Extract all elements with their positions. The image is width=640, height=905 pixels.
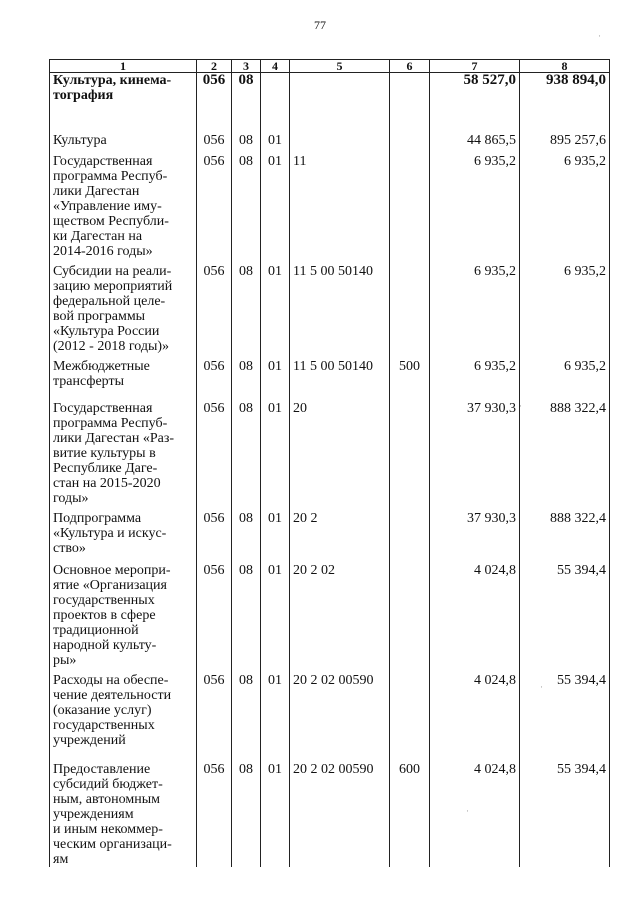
column-header-3: 3 [232,60,261,73]
row-label: Межбюджетные трансферты [50,354,197,396]
cell-col5: 11 5 00 50140 [290,259,390,354]
cell-col4: 01 [261,354,290,396]
column-header-8: 8 [520,60,610,73]
row-label: Основное меропри- ятие «Организация государственных проектов в сфере традиционной народной культу- ры» [50,558,197,668]
cell-col3: 08 [232,354,261,396]
table-row [50,259,610,354]
table-row [50,754,610,867]
cell-col6 [390,396,430,506]
cell-col3: 08 [232,115,261,148]
cell-col3: 08 [232,148,261,259]
cell-col4: 01 [261,259,290,354]
cell-col8: 6 935,2 [520,148,610,259]
cell-col6 [390,558,430,668]
cell-col7: 4 024,8 [430,754,520,867]
cell-col6 [390,506,430,558]
cell-col7: 6 935,2 [430,354,520,396]
column-header-1: 1 [50,60,197,73]
scan-speck: · [466,806,469,816]
table-row [50,148,610,259]
cell-col4 [261,73,290,115]
cell-col3: 08 [232,558,261,668]
cell-col8: 888 322,4 [520,506,610,558]
cell-col2: 056 [197,115,232,148]
cell-col6 [390,73,430,115]
row-label: Культура, кинема- тография [50,73,197,115]
cell-col2: 056 [197,73,232,115]
cell-col3: 08 [232,396,261,506]
cell-col2: 056 [197,148,232,259]
cell-col2: 056 [197,354,232,396]
cell-col2: 056 [197,754,232,867]
table-row [50,506,610,558]
cell-col6 [390,668,430,754]
cell-col6 [390,115,430,148]
scan-speck: · [598,31,601,41]
table-row [50,396,610,506]
column-header-5: 5 [290,60,390,73]
scan-speck: · [540,682,543,692]
table-row [50,354,610,396]
cell-col3: 08 [232,259,261,354]
cell-col3: 08 [232,754,261,867]
cell-col3: 08 [232,73,261,115]
row-label: Государственная программа Респуб- лики Дагестан «Управление иму- ществом Республи- ки Дагестан на 2014-2016 годы» [50,148,197,259]
cell-col7: 6 935,2 [430,259,520,354]
cell-col5 [290,73,390,115]
cell-col4: 01 [261,506,290,558]
cell-col8: 6 935,2 [520,354,610,396]
cell-col6: 600 [390,754,430,867]
row-label: Культура [50,115,197,148]
row-label: Подпрограмма «Культура и искус- ство» [50,506,197,558]
scan-speck: · [519,401,522,411]
cell-col2: 056 [197,668,232,754]
cell-col3: 08 [232,668,261,754]
row-label: Государственная программа Респуб- лики Дагестан «Раз- витие культуры в Республике Даге- стан на 2015-2020 годы» [50,396,197,506]
row-label: Субсидии на реали- зацию мероприятий федеральной целе- вой программы «Культура России (2012 - 2018 годы)» [50,259,197,354]
budget-table [49,59,610,867]
cell-col4: 01 [261,148,290,259]
cell-col6: 500 [390,354,430,396]
cell-col2: 056 [197,259,232,354]
cell-col2: 056 [197,506,232,558]
column-header-2: 2 [197,60,232,73]
cell-col5 [290,115,390,148]
cell-col7: 4 024,8 [430,668,520,754]
table-row [50,115,610,148]
column-header-4: 4 [261,60,290,73]
cell-col5: 20 2 [290,506,390,558]
table-row [50,558,610,668]
row-label: Предоставление субсидий бюджет- ным, автономным учреждениям и иным некоммер- ческим организаци- ям [50,754,197,867]
cell-col4: 01 [261,558,290,668]
table-row [50,73,610,115]
table-body [50,73,610,867]
cell-col8: 55 394,4 [520,558,610,668]
cell-col5: 20 [290,396,390,506]
page-number: 77 [314,18,326,32]
cell-col8: 895 257,6 [520,115,610,148]
cell-col7: 44 865,5 [430,115,520,148]
cell-col4: 01 [261,668,290,754]
cell-col7: 37 930,3 [430,396,520,506]
cell-col6 [390,148,430,259]
cell-col6 [390,259,430,354]
cell-col2: 056 [197,396,232,506]
cell-col5: 11 [290,148,390,259]
cell-col4: 01 [261,396,290,506]
cell-col7: 4 024,8 [430,558,520,668]
cell-col5: 20 2 02 00590 [290,668,390,754]
cell-col8: 6 935,2 [520,259,610,354]
cell-col7: 6 935,2 [430,148,520,259]
column-header-7: 7 [430,60,520,73]
column-header-6: 6 [390,60,430,73]
cell-col8: 938 894,0 [520,73,610,115]
cell-col8: 55 394,4 [520,754,610,867]
cell-col5: 20 2 02 [290,558,390,668]
table-header-row [50,60,610,73]
cell-col2: 056 [197,558,232,668]
row-label: Расходы на обеспе- чение деятельности (оказание услуг) государственных учреждений [50,668,197,754]
table-row [50,668,610,754]
cell-col7: 58 527,0 [430,73,520,115]
cell-col7: 37 930,3 [430,506,520,558]
cell-col5: 11 5 00 50140 [290,354,390,396]
cell-col5: 20 2 02 00590 [290,754,390,867]
cell-col3: 08 [232,506,261,558]
cell-col4: 01 [261,115,290,148]
cell-col4: 01 [261,754,290,867]
cell-col8: 888 322,4 [520,396,610,506]
cell-col8: 55 394,4 [520,668,610,754]
